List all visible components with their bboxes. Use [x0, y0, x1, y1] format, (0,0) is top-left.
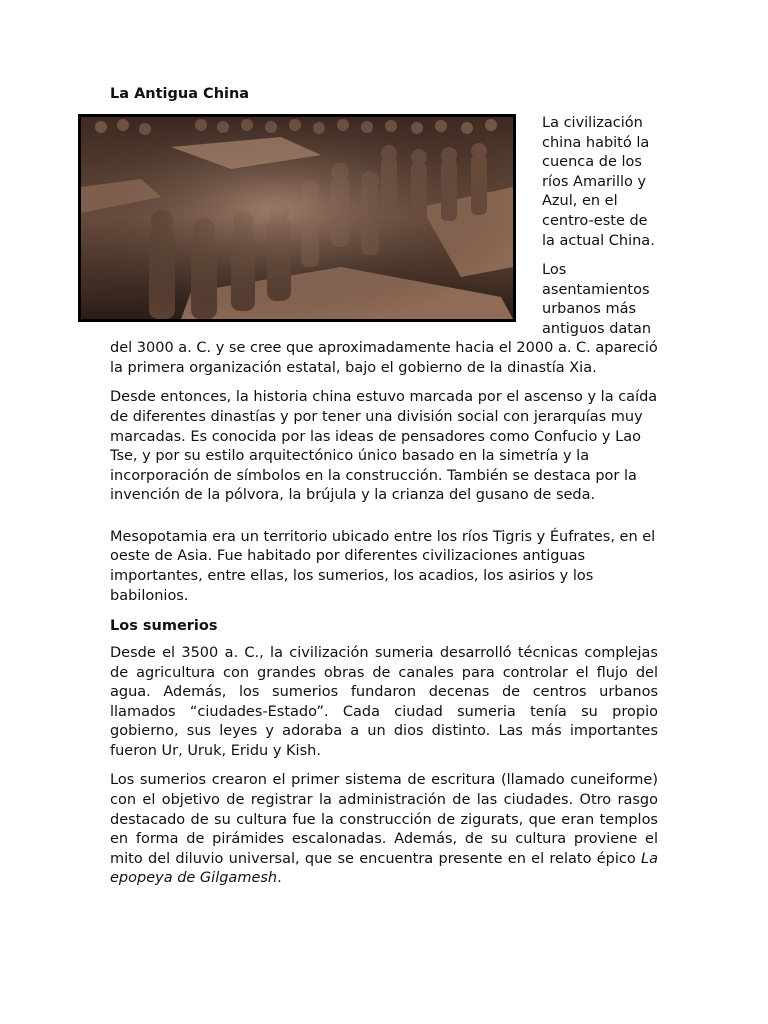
- section-heading-sumerios: Los sumerios: [110, 618, 218, 635]
- terracotta-warriors-photo: [78, 114, 516, 322]
- paragraph-text: Los sumerios crearon el primer sistema de escritura (llamado cuneiforme) con el objetivo de registrar la administración de las ciudades. Otro rasgo destacado de su cultura fue la construcción de zigurats, que eran templos en forma de pirámides escalonadas. Además, de su cultura proviene el mito del diluvio universal, que se encuentra presente en el relato épico: [110, 772, 658, 867]
- paragraph-china-settlements: Los asentamientos urbanos más antiguos datan del 3000 a. C. y se cree que aproximadamente hacia el 2000 a. C. apareció la primera organización estatal, bajo el gobierno de la dinastía Xia.: [110, 261, 658, 376]
- terracotta-warriors-image: [81, 117, 513, 319]
- paragraph-sumerios-writing: [110, 771, 658, 889]
- paragraph-end: .: [277, 870, 282, 887]
- book-title: La epopeya de Gilgamesh: [110, 850, 658, 887]
- page-title: La Antigua China: [110, 86, 250, 102]
- document-body: [110, 84, 658, 899]
- paragraph-mesopotamia: Mesopotamia era un territorio ubicado entre los ríos Tigris y Éufrates, en el oeste de Asia. Fue habitado por diferentes civilizaciones antiguas importantes, entre ellas, los sumerios, los acadios, los asirios y los babilonios.: [110, 528, 656, 604]
- paragraph-china-history: Desde entonces, la historia china estuvo marcada por el ascenso y la caída de diferentes dinastías y por tener una división social con jerarquías muy marcadas. Es conocida por las ideas de pensadores como Confucio y Lao Tse, y por su estilo arquitectónico único basado en la simetría y la incorporación de símbolos en la construcción. También se destaca por la invención de la pólvora, la brújula y la crianza del gusano de seda.: [110, 389, 658, 504]
- paragraph-china-intro: La civilización china habitó la cuenca de los ríos Amarillo y Azul, en el centro-este de la actual China.: [542, 115, 655, 249]
- paragraph-sumerios-agriculture: Desde el 3500 a. C., la civilización sumeria desarrolló técnicas complejas de agricultura con grandes obras de canales para controlar el flujo del agua. Además, los sumerios fundaron decenas de centros urbanos llamados “ciudades-Estado”. Cada ciudad sumeria tenía su propio gobierno, sus leyes y adoraba a un dios distinto. Las más importantes fueron Ur, Uruk, Eridu y Kish.: [110, 645, 658, 760]
